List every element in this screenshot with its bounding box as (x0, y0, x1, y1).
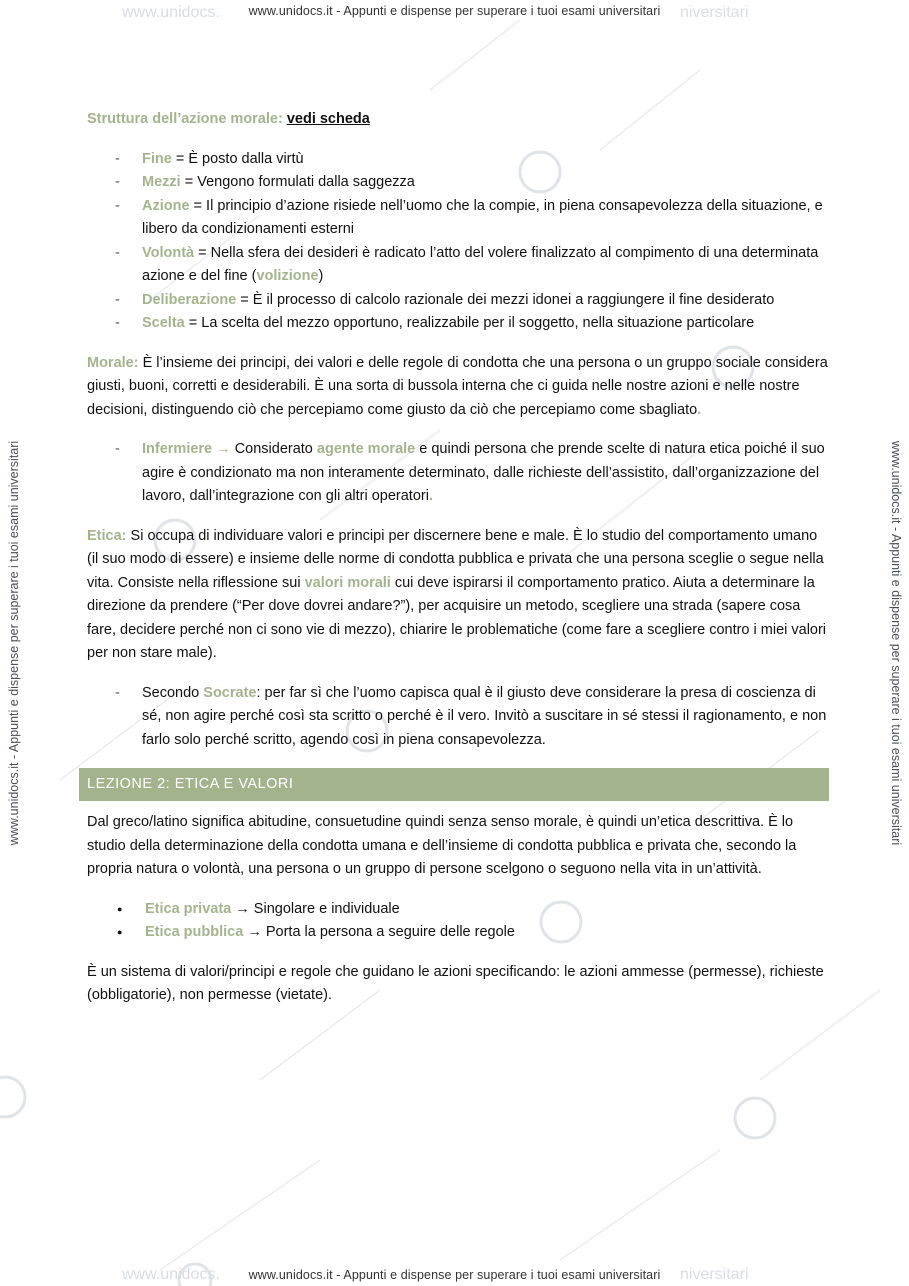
structure-label: Struttura dell’azione morale: (87, 111, 283, 127)
ghost-watermark-left: www.unidocs. (122, 4, 220, 21)
header-watermark: www.unidocs.it - Appunti e dispense per superare i tuoi esami universitari (248, 4, 661, 18)
document-body (87, 108, 829, 1024)
infermiere-list (87, 438, 829, 509)
list-item: - Mezzi = Vengono formulati dalla saggezza (87, 171, 829, 195)
greco-paragraph: Dal greco/latino significa abitudine, consuetudine quindi senza senso morale, è quindi un’etica descrittiva. È lo studio della determinazione della condotta umana e dell’insieme di condotta pubblica e privata che, secondo la propria natura o volontà, una persona o un gruppo di persone scelgono o seguono nella vita in un’attività. (87, 814, 797, 877)
list-item: ● Etica privata → Singolare e individuale (87, 898, 829, 922)
section-heading: LEZIONE 2: ETICA E VALORI (79, 768, 829, 801)
footer-watermark: www.unidocs.it - Appunti e dispense per superare i tuoi esami universitari (248, 1268, 661, 1282)
list-item: - Secondo Socrate: per far sì che l’uomo capisca qual è il giusto deve considerare la presa di coscienza di sé, non agire perché così sta scritto o perché è il vero. Invitò a suscitare in sé stessi il ragionamento, e non farlo solo perché scritto, agendo così in piena consapevolezza. (87, 682, 829, 753)
side-watermark-right: www.unidocs.it - Appunti e dispense per superare i tuoi esami universitari (889, 440, 903, 846)
ghost-watermark-right-bottom: niversitari (680, 1266, 749, 1283)
morale-paragraph: Morale: È l’insieme dei principi, dei valori e delle regole di condotta che una persona o un gruppo sociale considera giusti, buoni, corretti e desiderabili. È una sorta di bussola interna che ci guida nelle nostre azioni e nelle nostre decisioni, distinguendo ciò che percepiamo come giusto da ciò che percepiamo come sbagliato. (87, 354, 828, 418)
sistema-paragraph: È un sistema di valori/principi e regole che guidano le azioni specificando: le azioni ammesse (permesse), richieste (obbligatorie), non permesse (vietate). (87, 963, 824, 1003)
structure-intro (87, 108, 829, 132)
see-sheet-link[interactable]: vedi scheda (286, 111, 370, 127)
list-item: - Deliberazione = È il processo di calcolo razionale dei mezzi idonei a raggiungere il fine desiderato (87, 289, 829, 313)
list-item: - Infermiere → Considerato agente morale e quindi persona che prende scelte di natura etica poiché il suo agire è condizionato ma non interamente determinato, dalle richieste dell’assistito, dall’organizzazione del lavoro, dall’integrazione con gli altri operatori. (87, 438, 829, 509)
list-item: - Fine = È posto dalla virtù (87, 148, 829, 172)
ghost-watermark-right: niversitari (680, 4, 749, 21)
structure-list (87, 148, 829, 336)
list-item: - Volontà = Nella sfera dei desideri è radicato l’atto del volere finalizzato al compimento di una determinata azione e del fine (volizione) (87, 242, 829, 289)
side-watermark-left: www.unidocs.it - Appunti e dispense per superare i tuoi esami universitari (7, 440, 21, 846)
ghost-watermark-left-bottom: www.unidocs. (122, 1266, 220, 1283)
etica-types-list (87, 898, 829, 945)
socrate-list (87, 682, 829, 753)
list-item: - Azione = Il principio d’azione risiede nell’uomo che la compie, in piena consapevolezza della situazione, e libero da condizionamenti esterni (87, 195, 829, 242)
list-item: - Scelta = La scelta del mezzo opportuno, realizzabile per il soggetto, nella situazione particolare (87, 312, 829, 336)
etica-paragraph: Etica: Si occupa di individuare valori e principi per discernere bene e male. È lo studio del comportamento umano (il suo modo di essere) e insieme delle norme di condotta pubblica e privata che una persona sceglie o segue nella vita. Consiste nella riflessione sui valori morali cui deve ispirarsi il comportamento pratico. Aiuta a determinare la direzione da prendere (“Per dove dovrei andare?”), per acquisire un metodo, scegliere una strada (sapere cosa fare, decidere perché non ci sono vie di mezzo), chiarire le problematiche (come fare a scegliere contro i miei valori per non stare male). (87, 527, 827, 661)
list-item: ● Etica pubblica → Porta la persona a seguire delle regole (87, 921, 829, 945)
